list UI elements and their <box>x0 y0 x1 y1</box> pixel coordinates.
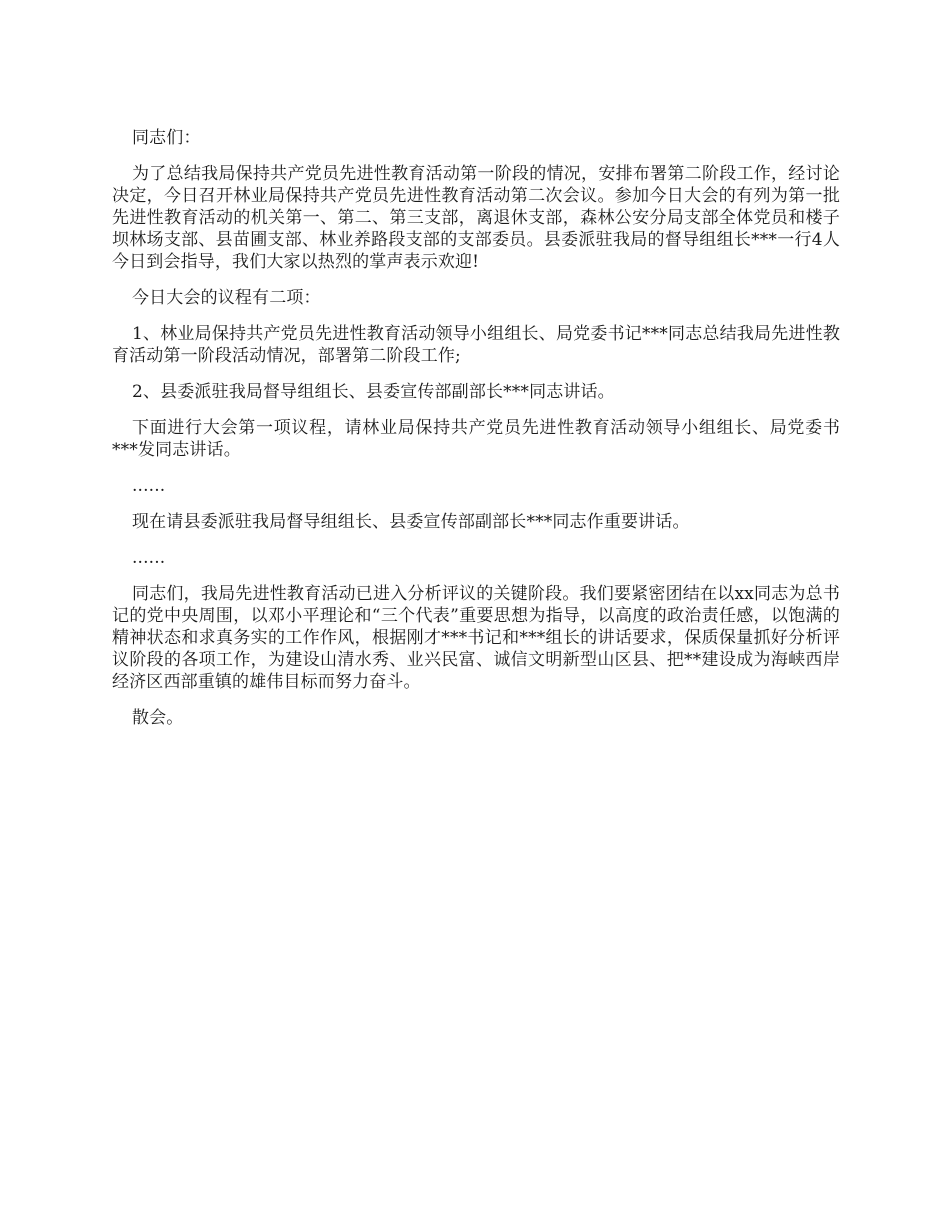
greeting: 同志们： <box>132 128 201 148</box>
document-body <box>112 127 840 743</box>
paragraph-agenda-intro: 今日大会的议程有二项： <box>132 288 321 308</box>
paragraph-adjournment: 散会。 <box>132 708 184 728</box>
paragraph-agenda-item-1: 1、林业局保持共产党员先进性教育活动领导小组组长、局党委书记***同志总结我局先进性教育活动第一阶段活动情况，部署第二阶段工作; <box>112 324 840 366</box>
paragraph-first-agenda: 下面进行大会第一项议程，请林业局保持共产党员先进性教育活动领导小组组长、局党委书***发同志讲话。 <box>112 418 840 460</box>
paragraph-ellipsis: ...... <box>132 548 166 568</box>
paragraph-ellipsis: ...... <box>132 476 166 496</box>
paragraph-closing-remarks: 同志们，我局先进性教育活动已进入分析评议的关键阶段。我们要紧密团结在以xx同志为总书记的党中央周围，以邓小平理论和“三个代表”重要思想为指导，以高度的政治责任感，以饱满的精神状态和求真务实的工作作风，根据刚才***书记和***组长的讲话要求，保质保量抓好分析评议阶段的各项工作，为建设山清水秀、业兴民富、诚信文明新型山区县、把**建设成为海峡西岸经济区西部重镇的雄伟目标而努力奋斗。 <box>112 584 840 692</box>
paragraph-agenda-item-2: 2、县委派驻我局督导组组长、县委宣传部副部长***同志讲话。 <box>132 382 615 402</box>
paragraph-opening: 为了总结我局保持共产党员先进性教育活动第一阶段的情况，安排布署第二阶段工作，经讨论决定，今日召开林业局保持共产党员先进性教育活动第二次会议。参加今日大会的有列为第一批先进性教育活动的机关第一、第二、第三支部，离退休支部，森林公安分局支部全体党员和楼子坝林场支部、县苗圃支部、林业养路段支部的支部委员。县委派驻我局的督导组组长***一行4人今日到会指导，我们大家以热烈的掌声表示欢迎! <box>112 164 840 272</box>
paragraph-second-agenda: 现在请县委派驻我局督导组组长、县委宣传部副部长***同志作重要讲话。 <box>132 512 690 532</box>
